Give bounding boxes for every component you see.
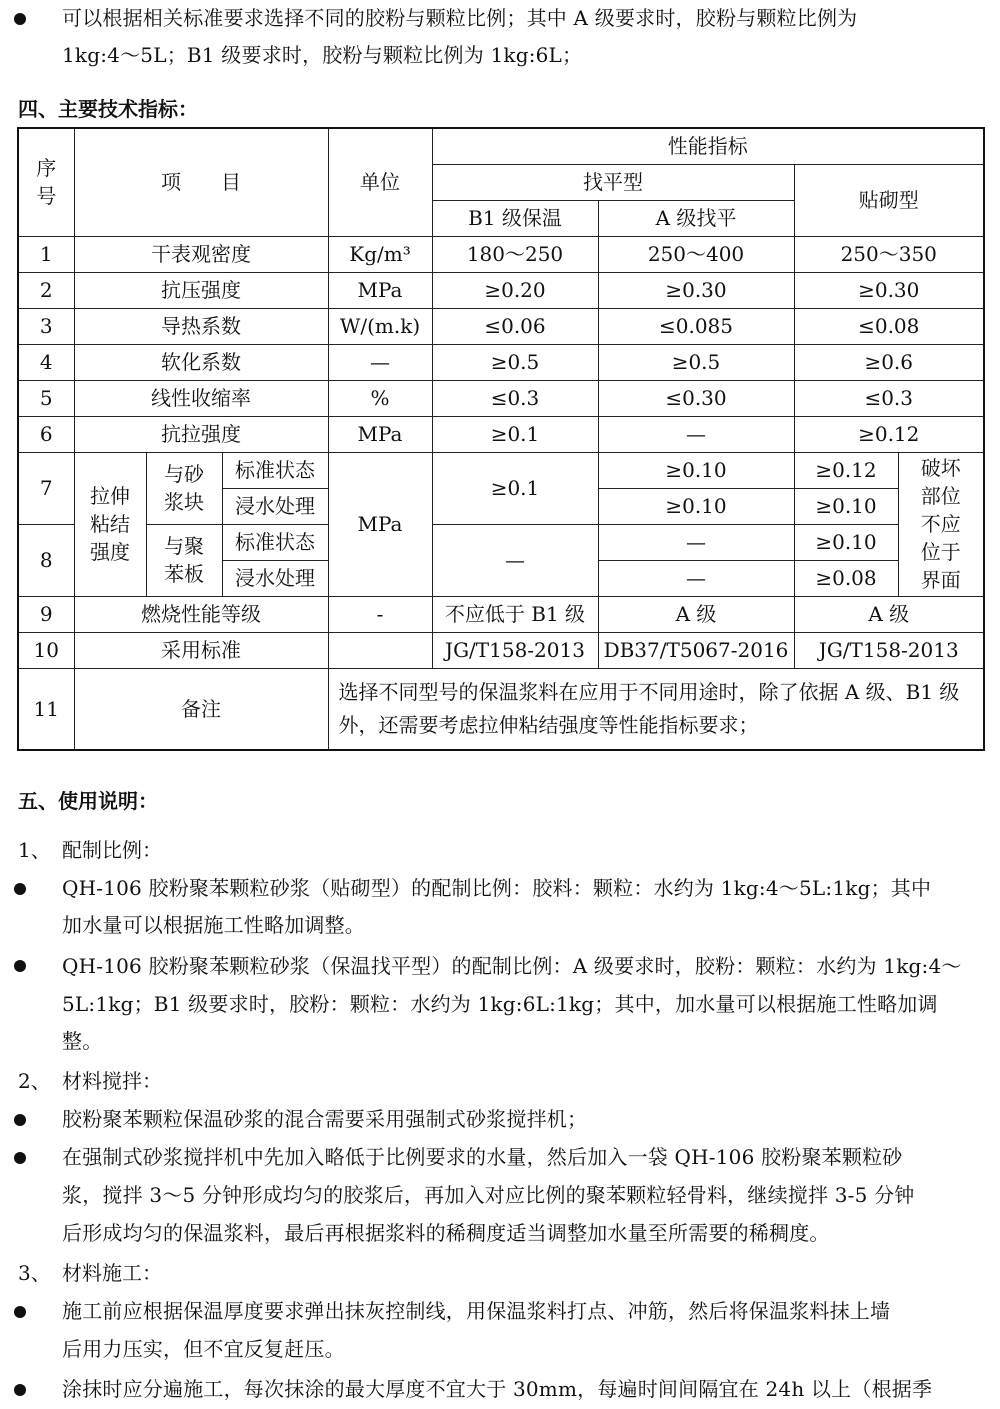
header-item: 项 目 bbox=[74, 128, 328, 236]
row-no: 4 bbox=[18, 344, 74, 380]
row-b1: — bbox=[432, 524, 598, 596]
row-unit: — bbox=[328, 344, 432, 380]
row-b1: 不应低于 B1 级 bbox=[432, 596, 598, 632]
row-bond: ≥0.12 bbox=[794, 452, 898, 488]
bullet-text: 胶粉聚苯颗粒保温砂浆的混合需要采用强制式砂浆搅拌机； bbox=[62, 1107, 588, 1131]
row-bond: ≥0.08 bbox=[794, 560, 898, 596]
bullet-text: 浆，搅拌 3～5 分钟形成均匀的胶浆后，再加入对应比例的聚苯颗粒轻骨料，继续搅拌 3-5 分钟 bbox=[62, 1183, 915, 1207]
row-a: DB37/T5067-2016 bbox=[598, 632, 794, 668]
row-a: — bbox=[598, 560, 794, 596]
row-b1: ≤0.06 bbox=[432, 308, 598, 344]
row-bond: ≥0.10 bbox=[794, 524, 898, 560]
row-bond: A 级 bbox=[794, 596, 984, 632]
tensile-bond-label: 拉伸粘结强度 bbox=[74, 452, 146, 596]
remark-text: 选择不同型号的保温浆料在应用于不同用途时，除了依据 A 级、B1 级外，还需要考虑拉伸粘结强度等性能指标要求； bbox=[328, 668, 984, 750]
eps-board-label: 与聚苯板 bbox=[146, 524, 222, 596]
row-a: ≤0.30 bbox=[598, 380, 794, 416]
row-unit: W/(m.k) bbox=[328, 308, 432, 344]
row-no: 11 bbox=[18, 668, 74, 750]
bullet-text: QH-106 胶粉聚苯颗粒砂浆（保温找平型）的配制比例：A 级要求时，胶粉：颗粒：水约为 1kg:4～ bbox=[62, 954, 962, 978]
bullet-dot bbox=[14, 1384, 26, 1396]
row-unit: MPa bbox=[328, 272, 432, 308]
row-no: 10 bbox=[18, 632, 74, 668]
bullet-text: 后用力压实，但不宜反复赶压。 bbox=[62, 1337, 345, 1361]
row-item: 抗拉强度 bbox=[74, 416, 328, 452]
bullet-text: 加水量可以根据施工性略加调整。 bbox=[62, 913, 365, 937]
row-no: 9 bbox=[18, 596, 74, 632]
subsection-title: 配制比例： bbox=[62, 838, 162, 862]
row-no: 7 bbox=[18, 452, 74, 524]
failure-note: 破坏部位不应位于界面 bbox=[898, 452, 984, 596]
section4-title: 四、主要技术指标： bbox=[18, 97, 198, 121]
water-treatment-label: 浸水处理 bbox=[222, 488, 328, 524]
header-performance: 性能指标 bbox=[432, 128, 984, 164]
table-row bbox=[18, 668, 984, 750]
header-seq: 序号 bbox=[18, 128, 74, 236]
bullet-dot bbox=[14, 1152, 26, 1164]
tech-spec-table bbox=[17, 127, 985, 751]
row-unit: Kg/m³ bbox=[328, 236, 432, 272]
row-a: A 级 bbox=[598, 596, 794, 632]
header-unit: 单位 bbox=[328, 128, 432, 236]
row-item: 采用标准 bbox=[74, 632, 328, 668]
standard-state-label: 标准状态 bbox=[222, 524, 328, 560]
header-leveling: 找平型 bbox=[432, 164, 794, 200]
table-row bbox=[18, 236, 984, 272]
row-item: 备注 bbox=[74, 668, 328, 750]
row-bond: 250～350 bbox=[794, 236, 984, 272]
subsection-number: 3、 bbox=[18, 1261, 51, 1285]
header-b1: B1 级保温 bbox=[432, 200, 598, 236]
row-bond: JG/T158-2013 bbox=[794, 632, 984, 668]
row-item: 干表观密度 bbox=[74, 236, 328, 272]
bullet-text: 后形成均匀的保温浆料，最后再根据浆料的稀稠度适当调整加水量至所需要的稀稠度。 bbox=[62, 1221, 830, 1245]
subsection-number: 2、 bbox=[18, 1069, 51, 1093]
table-row bbox=[18, 344, 984, 380]
row-bond: ≥0.6 bbox=[794, 344, 984, 380]
row-item: 软化系数 bbox=[74, 344, 328, 380]
header-a: A 级找平 bbox=[598, 200, 794, 236]
row-a: ≥0.30 bbox=[598, 272, 794, 308]
row-unit: % bbox=[328, 380, 432, 416]
row-unit: MPa bbox=[328, 452, 432, 596]
row-item: 线性收缩率 bbox=[74, 380, 328, 416]
row-unit: - bbox=[328, 596, 432, 632]
subsection-title: 材料施工： bbox=[62, 1261, 162, 1285]
header-bonding: 贴砌型 bbox=[794, 164, 984, 236]
bullet-dot bbox=[14, 960, 26, 972]
row-bond: ≤0.08 bbox=[794, 308, 984, 344]
standard-state-label: 标准状态 bbox=[222, 452, 328, 488]
row-b1: ≥0.1 bbox=[432, 452, 598, 524]
table-row bbox=[18, 272, 984, 308]
subsection-2 bbox=[18, 1063, 162, 1099]
row-a: ≥0.10 bbox=[598, 488, 794, 524]
intro-line-2: 1kg:4～5L；B1 级要求时，胶粉与颗粒比例为 1kg:6L； bbox=[62, 43, 583, 67]
table-row bbox=[18, 524, 984, 560]
subsection-title: 材料搅拌： bbox=[62, 1069, 162, 1093]
row-item: 抗压强度 bbox=[74, 272, 328, 308]
row-bond: ≥0.12 bbox=[794, 416, 984, 452]
bullet-dot bbox=[14, 1306, 26, 1318]
bullet-text: 5L:1kg；B1 级要求时，胶粉：颗粒：水约为 1kg:6L:1kg；其中，加水量可以根据施工性略加调 bbox=[62, 992, 938, 1016]
subsection-3 bbox=[18, 1255, 162, 1291]
row-a: 250～400 bbox=[598, 236, 794, 272]
row-no: 8 bbox=[18, 524, 74, 596]
row-a: ≥0.10 bbox=[598, 452, 794, 488]
bullet-text: 施工前应根据保温厚度要求弹出抹灰控制线，用保温浆料打点、冲筋，然后将保温浆料抹上墙 bbox=[62, 1299, 891, 1323]
bullet-dot bbox=[14, 13, 26, 25]
table-row bbox=[18, 632, 984, 668]
row-no: 2 bbox=[18, 272, 74, 308]
table-row bbox=[18, 308, 984, 344]
row-a: — bbox=[598, 524, 794, 560]
bullet-text: 在强制式砂浆搅拌机中先加入略低于比例要求的水量，然后加入一袋 QH-106 胶粉聚苯颗粒砂 bbox=[62, 1145, 903, 1169]
row-no: 3 bbox=[18, 308, 74, 344]
row-b1: ≥0.20 bbox=[432, 272, 598, 308]
table-row bbox=[18, 596, 984, 632]
section5-title: 五、使用说明： bbox=[18, 789, 158, 813]
table-row bbox=[18, 452, 984, 488]
mortar-block-label: 与砂浆块 bbox=[146, 452, 222, 524]
row-item: 导热系数 bbox=[74, 308, 328, 344]
row-b1: ≥0.5 bbox=[432, 344, 598, 380]
row-a: — bbox=[598, 416, 794, 452]
row-b1: JG/T158-2013 bbox=[432, 632, 598, 668]
row-bond: ≥0.10 bbox=[794, 488, 898, 524]
row-no: 6 bbox=[18, 416, 74, 452]
subsection-1 bbox=[18, 832, 162, 868]
bullet-text: 整。 bbox=[62, 1029, 103, 1053]
row-bond: ≥0.30 bbox=[794, 272, 984, 308]
intro-line-1: 可以根据相关标准要求选择不同的胶粉与颗粒比例；其中 A 级要求时，胶粉与颗粒比例为 bbox=[62, 6, 858, 30]
subsection-number: 1、 bbox=[18, 838, 51, 862]
row-no: 5 bbox=[18, 380, 74, 416]
row-unit: MPa bbox=[328, 416, 432, 452]
bullet-text: QH-106 胶粉聚苯颗粒砂浆（贴砌型）的配制比例：胶料：颗粒：水约为 1kg:4～5L:1kg；其中 bbox=[62, 876, 932, 900]
row-a: ≥0.5 bbox=[598, 344, 794, 380]
bullet-text: 涂抹时应分遍施工，每次抹涂的最大厚度不宜大于 30mm，每遍时间间隔宜在 24h 以上（根据季 bbox=[62, 1377, 933, 1401]
row-item: 燃烧性能等级 bbox=[74, 596, 328, 632]
row-a: ≤0.085 bbox=[598, 308, 794, 344]
row-no: 1 bbox=[18, 236, 74, 272]
bullet-dot bbox=[14, 883, 26, 895]
water-treatment-label: 浸水处理 bbox=[222, 560, 328, 596]
row-b1: ≤0.3 bbox=[432, 380, 598, 416]
row-bond: ≤0.3 bbox=[794, 380, 984, 416]
row-b1: ≥0.1 bbox=[432, 416, 598, 452]
bullet-dot bbox=[14, 1114, 26, 1126]
table-row bbox=[18, 416, 984, 452]
row-b1: 180～250 bbox=[432, 236, 598, 272]
table-row bbox=[18, 380, 984, 416]
